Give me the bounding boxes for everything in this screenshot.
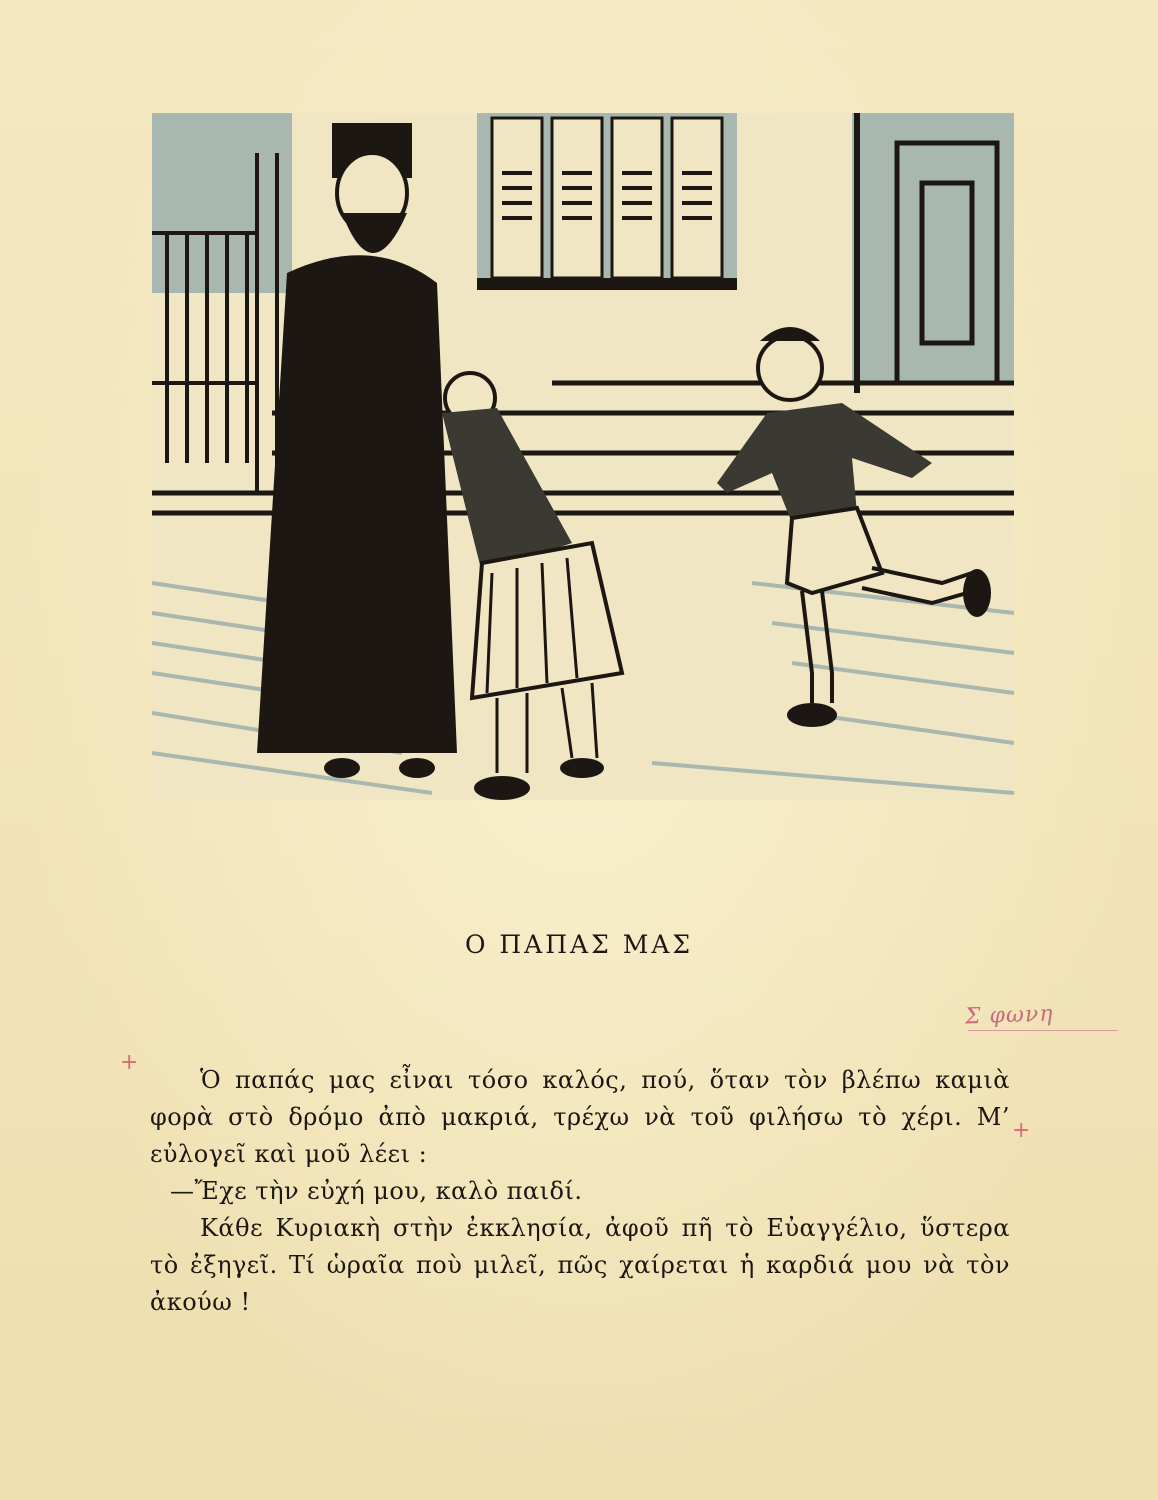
woodcut-illustration — [152, 113, 1014, 800]
paragraph-dialogue: —Ἔχε τὴν εὐχή μου, καλὸ παιδί. — [170, 1177, 583, 1205]
body-text — [150, 1062, 1010, 1321]
handwritten-annotation: Σ φωνη — [964, 1001, 1054, 1030]
woodcut-priest-girl-boy-icon — [152, 113, 1014, 800]
paragraph: Ὁ παπάς μας εἶναι τόσο καλός, πού, ὅταν τὸν βλέπω καμιὰ φορὰ στὸ δρόμο ἀπὸ μακριά, τρέχω νὰ τοῦ φιλήσω τὸ χέρι. Μ’ εὐλογεῖ καὶ μοῦ λέει : — [150, 1066, 1010, 1168]
margin-plus-mark: + — [1012, 1118, 1031, 1143]
paragraph: Κάθε Κυριακὴ στὴν ἐκκλησία, ἀφοῦ πῆ τὸ Εὐαγγέλιο, ὕστερα τὸ ἐξηγεῖ. Τί ὡραῖα ποὺ μιλεῖ, πῶς χαίρεται ἡ καρδιά μου νὰ τὸν ἀκούω ! — [150, 1214, 1010, 1316]
annotation-underline — [968, 1030, 1118, 1031]
margin-plus-mark: + — [120, 1050, 139, 1075]
page-title: Ο ΠΑΠΑΣ ΜΑΣ — [464, 930, 694, 959]
